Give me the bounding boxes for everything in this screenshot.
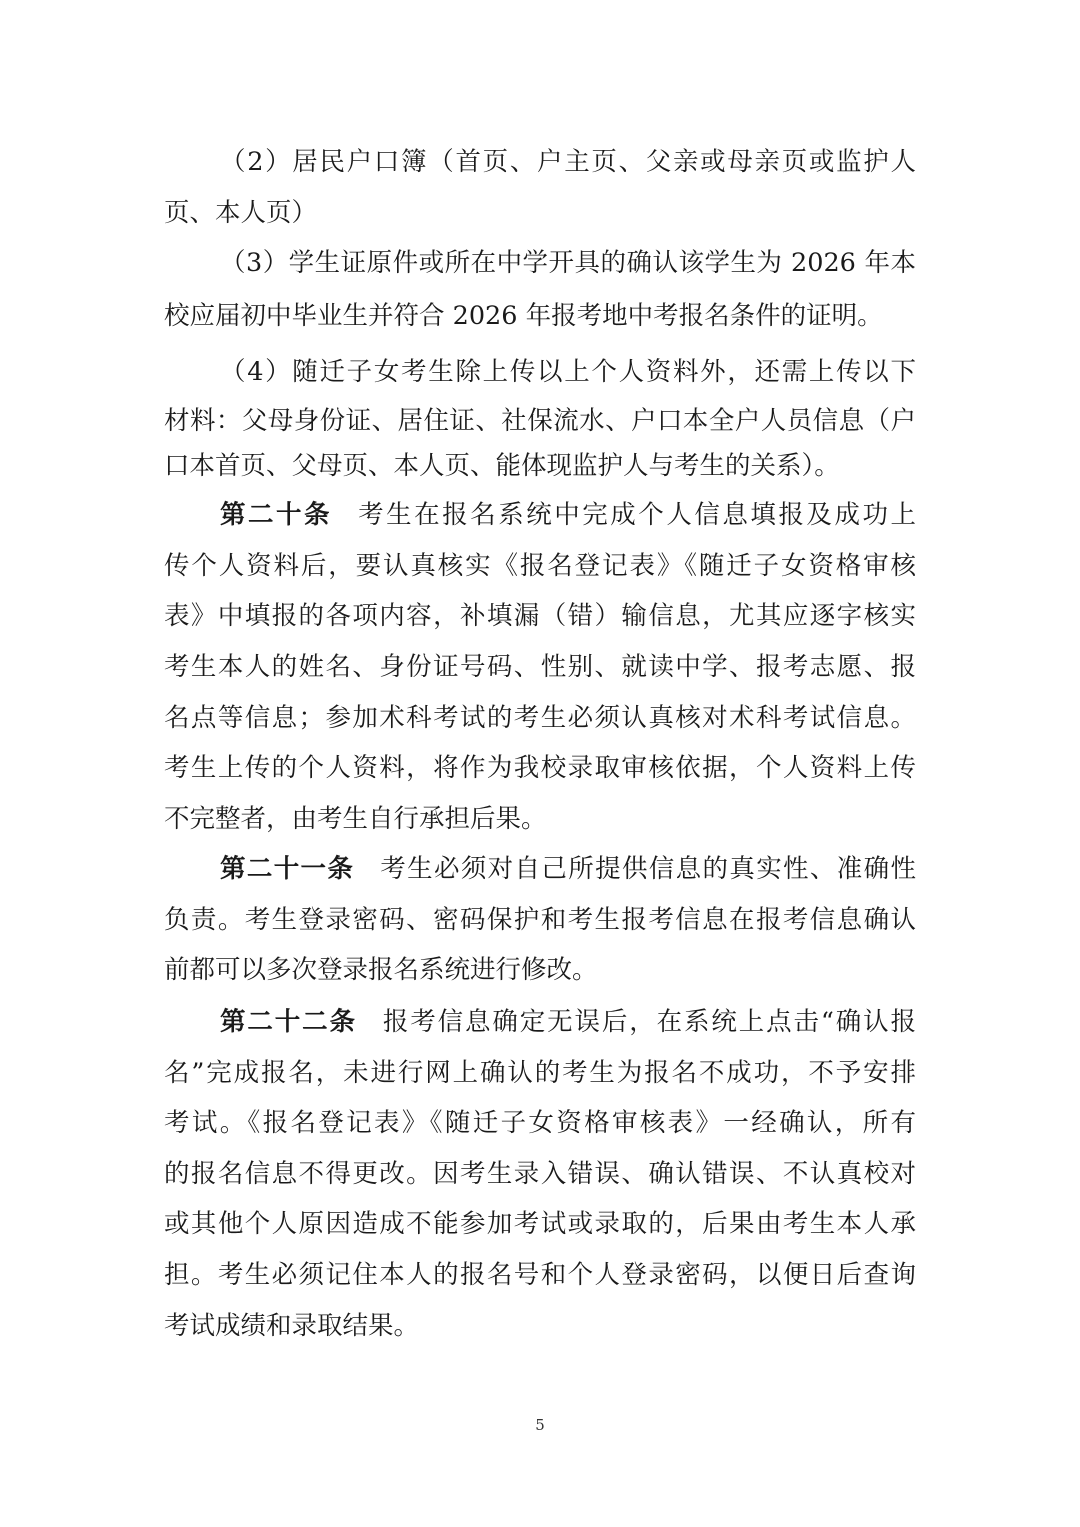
article21-line-3: 前都可以多次登录报名系统进行修改。 [164,955,598,985]
item4-line-1: （4）随迁子女考生除上传以上个人资料外，还需上传以下 [220,357,916,387]
article21-text-1: 考生必须对自己所提供信息的真实性、准确性 [380,854,916,884]
article22-line-2: 名”完成报名，未进行网上确认的考生为报名不成功，不予安排 [164,1058,916,1088]
article22-line-7: 考试成绩和录取结果。 [164,1311,420,1341]
article20-line-1 [220,495,916,535]
article20-line-7: 不完整者，由考生自行承担后果。 [164,804,547,834]
article20-line-2: 传个人资料后，要认真核实《报名登记表》《随迁子女资格审核 [164,551,916,581]
item2-line-1: （2）居民户口簿（首页、户主页、父亲或母亲页或监护人 [220,147,916,177]
item2-line-2: 页、本人页） [164,198,318,228]
article21-line-1 [220,849,916,889]
item4-line-2: 材料：父母身份证、居住证、社保流水、户口本全户人员信息（户 [164,406,916,436]
article20-line-4: 考生本人的姓名、身份证号码、性别、就读中学、报考志愿、报 [164,652,916,682]
article20-line-5: 名点等信息；参加术科考试的考生必须认真核对术科考试信息。 [164,703,916,733]
article22-text-1: 报考信息确定无误后，在系统上点击“确认报 [382,1007,916,1037]
article22-label: 第二十二条 [220,1007,357,1037]
article22-line-6: 担。考生必须记住本人的报名号和个人登录密码，以便日后查询 [164,1260,916,1290]
article20-line-6: 考生上传的个人资料，将作为我校录取审核依据，个人资料上传 [164,753,916,783]
article22-line-4: 的报名信息不得更改。因考生录入错误、确认错误、不认真校对 [164,1159,916,1189]
item4-line-3: 口本首页、父母页、本人页、能体现监护人与考生的关系）。 [164,451,840,481]
article22-line-1 [220,1002,916,1042]
item3-line-2: 校应届初中毕业生并符合 2026 年报考地中考报名条件的证明。 [164,301,883,331]
article22-line-5: 或其他个人原因造成不能参加考试或录取的，后果由考生本人承 [164,1209,916,1239]
article22-line-3: 考试。《报名登记表》《随迁子女资格审核表》一经确认，所有 [164,1108,916,1138]
item3-line-1: （3）学生证原件或所在中学开具的确认该学生为 2026 年本 [220,248,916,278]
article20-text-1: 考生在报名系统中完成个人信息填报及成功上 [358,500,916,530]
article21-line-2: 负责。考生登录密码、密码保护和考生报考信息在报考信息确认 [164,905,916,935]
page-number: 5 [535,1416,545,1434]
article20-label: 第二十条 [220,500,333,530]
article20-line-3: 表》中填报的各项内容，补填漏（错）输信息，尤其应逐字核实 [164,601,916,631]
article21-label: 第二十一条 [220,854,355,884]
